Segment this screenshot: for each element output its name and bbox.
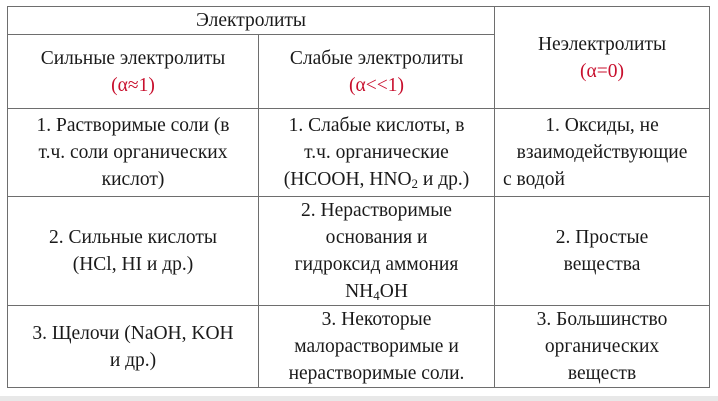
cell-line: 2. Простые: [555, 227, 649, 248]
cell-line-formula: [265, 166, 488, 193]
header-non-electrolytes-alpha: (α=0): [580, 60, 624, 82]
cell-line-formula: [265, 278, 488, 305]
cell-line: 3. Большинство: [536, 309, 668, 330]
cell-non-2: [495, 197, 710, 306]
cell-line: (HCl, HI и др.): [72, 254, 194, 275]
cell-line: органических: [544, 336, 660, 357]
header-weak-alpha: (α<<1): [349, 74, 404, 96]
cell-line: 3. Щелочи (NaOH, KOH: [32, 322, 234, 344]
header-weak-text: Слабые электролиты: [289, 47, 464, 69]
header-non-electrolytes: [495, 7, 710, 109]
cell-non-3: [495, 306, 710, 388]
cell-line: основания и: [325, 227, 428, 248]
table-row: [8, 197, 710, 306]
cell-line: с водой: [503, 169, 565, 190]
formula-subscript: 2: [411, 176, 419, 191]
cell-line: т.ч. органические: [304, 142, 449, 163]
cell-line: кислот): [101, 169, 165, 190]
formula-part: и др.): [418, 169, 470, 190]
cell-line: веществ: [567, 363, 637, 384]
cell-line: 1. Растворимые соли (в: [36, 115, 230, 136]
cell-line: 2. Нерастворимые: [301, 200, 452, 221]
bottom-edge: [0, 396, 718, 401]
cell-line: т.ч. соли органических: [38, 142, 228, 163]
cell-weak-1: [259, 109, 495, 197]
header-strong-alpha: (α≈1): [111, 74, 155, 96]
formula-part: OH: [379, 281, 408, 302]
cell-line: нерастворимые соли.: [288, 363, 465, 384]
cell-line: гидроксид аммония: [294, 254, 459, 275]
cell-line: вещества: [563, 254, 641, 275]
electrolytes-table: [7, 6, 710, 388]
header-strong: [8, 35, 259, 109]
cell-line: малорастворимые и: [294, 336, 459, 357]
cell-line: 1. Слабые кислоты, в: [288, 115, 465, 136]
header-weak: [259, 35, 495, 109]
cell-line: и др.): [109, 349, 157, 371]
header-non-electrolytes-text: Неэлектролиты: [537, 33, 667, 55]
table-row: [8, 109, 710, 197]
header-row-top: [8, 7, 710, 35]
header-strong-text: Сильные электролиты: [40, 47, 226, 69]
header-electrolytes-text: Электролиты: [196, 10, 307, 31]
cell-non-1: [495, 109, 710, 197]
cell-strong-2: [8, 197, 259, 306]
formula-part: NH: [345, 281, 374, 302]
cell-line: 2. Сильные кислоты: [48, 227, 218, 248]
cell-weak-2: [259, 197, 495, 306]
formula-part: (HCOOH, HNO: [283, 169, 412, 190]
cell-strong-3: [8, 306, 259, 388]
header-electrolytes: [8, 7, 495, 35]
cell-line: взаимодействующие: [516, 142, 688, 163]
cell-strong-1: [8, 109, 259, 197]
cell-line: 1. Оксиды, не: [545, 115, 659, 136]
table-row: [8, 306, 710, 388]
cell-line: 3. Некоторые: [321, 309, 432, 330]
formula-subscript: 4: [373, 288, 380, 303]
cell-weak-3: [259, 306, 495, 388]
